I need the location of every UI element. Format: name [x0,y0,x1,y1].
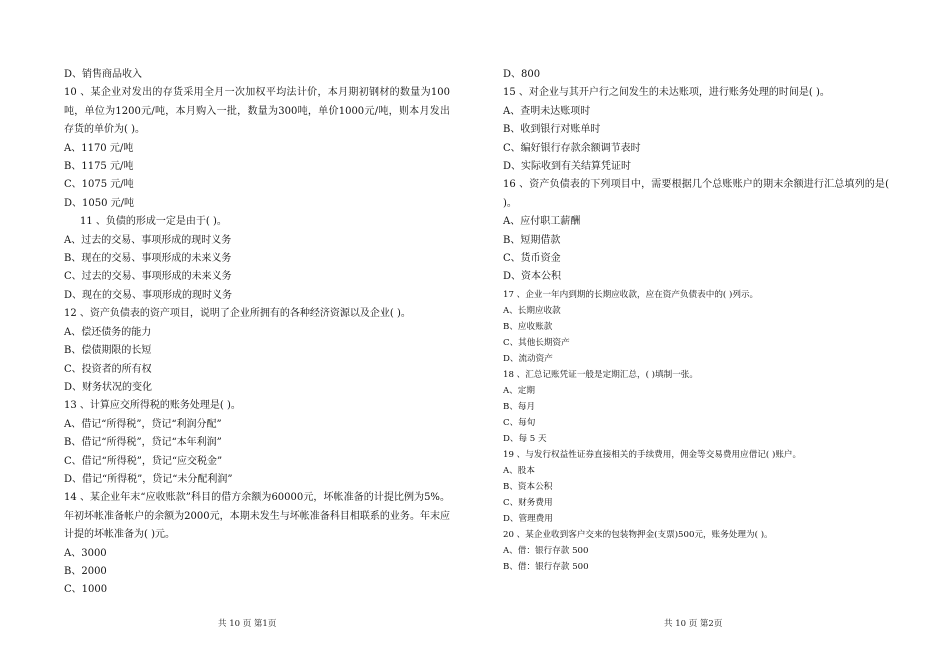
option: B、资本公积 [503,481,553,492]
option: D、财务状况的变化 [64,381,153,393]
page-footer-right: 共 10 页 第2页 [664,619,723,629]
question-14: 14 、某企业年末“应收账款”科目的借方余额为60000元，坏帐准备的计提比例为5%。年初坏帐准备帐户的余额为2000元，本期未发生与坏帐准备科目相联系的业务。年末应计提的坏帐准备为( )元。 [64,492,450,541]
option: A、偿还债务的能力 [64,326,152,338]
option: C、过去的交易、事项形成的未来义务 [64,271,232,283]
option: C、货币资金 [503,253,561,265]
right-column [503,66,889,575]
option: B、2000 [64,565,107,577]
option: C、每旬 [503,417,536,428]
question-12: 12 、资产负债表的资产项目，说明了企业所拥有的各种经济资源以及企业( )。 [64,308,411,320]
option: A、应付职工薪酬 [503,216,581,228]
option: B、每月 [503,401,536,412]
question-17: 17 、企业一年内到期的长期应收款，应在资产负债表中的( )列示。 [503,289,759,300]
list-item: D、销售商品收入 [64,69,143,80]
question-18: 18 、汇总记账凭证一般是定期汇总，( )填制一张。 [503,369,698,380]
question-13: 13 、计算应交所得税的账务处理是( )。 [64,400,241,412]
option: C、财务费用 [503,497,553,508]
option: D、800 [503,69,541,80]
option: B、收到银行对账单时 [503,124,601,136]
option: D、资本公积 [503,271,562,283]
option: C、其他长期资产 [503,337,570,348]
option: A、长期应收款 [503,305,561,316]
option: A、查明未达账项时 [503,105,591,117]
option: D、管理费用 [503,513,553,524]
option: B、应收账款 [503,321,553,332]
question-16: 16 、资产负债表的下列项目中，需要根据几个总账账户的期末余额进行汇总填列的是( )。 [503,179,889,209]
option: B、借：银行存款 500 [503,561,589,572]
option: D、现在的交易、事项形成的现时义务 [64,289,233,301]
option: A、借记“所得税”，贷记“利润分配” [64,418,222,430]
option: D、借记“所得税”，贷记“未分配利润” [64,473,233,485]
option: A、1170 元/吨 [64,142,134,154]
question-19: 19 、与发行权益性证券直接相关的手续费用，佣金等交易费用应借记( )账户。 [503,449,802,460]
option: D、1050 元/吨 [64,197,135,209]
option: C、投资者的所有权 [64,363,152,375]
option: B、1175 元/吨 [64,161,134,173]
option: A、3000 [64,547,107,559]
question-10: 10 、某企业对发出的存货采用全月一次加权平均法计价，本月期初钢材的数量为100吨，单位为1200元/吨，本月购入一批，数量为300吨，单价1000元/吨，则本月发出存货的单价为( )。 [64,87,450,136]
option: A、过去的交易、事项形成的现时义务 [64,234,232,246]
option: C、1000 [64,584,108,596]
option: A、借：银行存款 500 [503,545,589,556]
page-footer-left: 共 10 页 第1页 [218,619,277,629]
option: C、借记“所得税”，贷记“应交税金” [64,455,223,467]
option: A、股本 [503,465,535,476]
option: A、定期 [503,385,535,396]
option: D、流动资产 [503,353,553,364]
option: B、现在的交易、事项形成的未来义务 [64,253,232,265]
option: B、偿债期限的长短 [64,345,152,357]
option: C、编好银行存款余额调节表时 [503,142,641,154]
question-20: 20 、某企业收到客户交来的包装物押金(支票)500元，账务处理为( )。 [503,529,773,540]
option: B、短期借款 [503,234,561,246]
option: C、1075 元/吨 [64,179,134,191]
option: B、借记“所得税”，贷记“本年利润” [64,437,222,449]
question-15: 15 、对企业与其开户行之间发生的未达账项，进行账务处理的时间是( )。 [503,87,830,99]
question-11: 11 、负债的形成一定是由于( )。 [80,216,227,228]
option: D、实际收到有关结算凭证时 [503,161,632,173]
left-column [64,66,450,600]
option: D、每 5 天 [503,433,547,444]
